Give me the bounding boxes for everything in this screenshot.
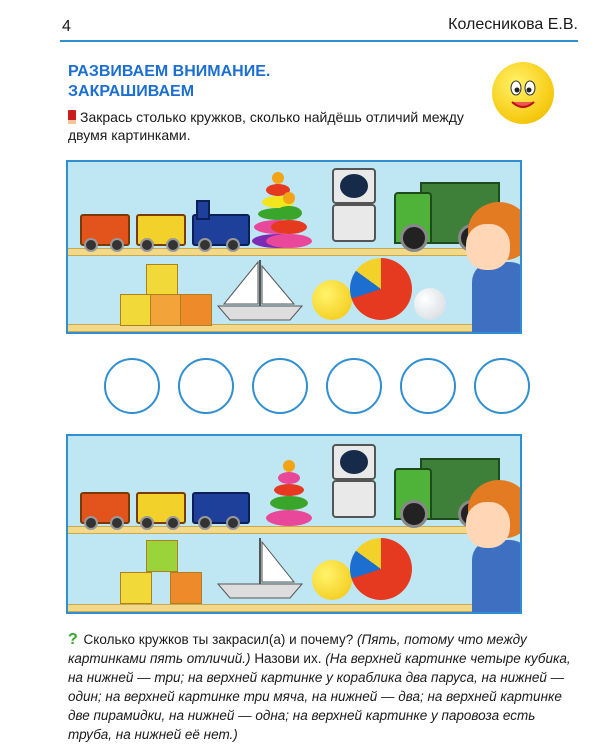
wheel <box>226 238 240 252</box>
wheel <box>226 516 240 530</box>
answer-circle[interactable] <box>104 358 160 414</box>
truck-wheel <box>400 224 428 252</box>
upper-shelf <box>68 526 520 534</box>
instruction-text: Закрась столько кружков, сколько найдёшь отличий между двумя картинками. <box>68 109 464 143</box>
lower-shelf <box>68 604 520 612</box>
answer-hint-1: (Пять, потому что между картинками пять отличий.) <box>68 632 527 666</box>
cube-yellow <box>120 572 152 604</box>
wheel <box>198 516 212 530</box>
wheel <box>198 238 212 252</box>
pyramid-toy <box>266 192 312 248</box>
cube-green <box>146 264 178 296</box>
boy-face <box>466 502 510 548</box>
robot-head <box>332 168 376 204</box>
header-divider <box>60 40 578 42</box>
ball-yellow <box>312 560 352 600</box>
locomotive-chimney <box>196 200 210 220</box>
answer-circle[interactable] <box>474 358 530 414</box>
title-line-2: ЗАКРАШИВАЕМ <box>68 83 195 100</box>
wheel <box>110 516 124 530</box>
followup-text: Назови их. <box>254 651 322 666</box>
robot-head <box>332 444 376 480</box>
ball-white <box>414 288 446 320</box>
instruction <box>68 108 488 144</box>
cube-green <box>146 540 178 572</box>
bottom-picture <box>66 434 522 614</box>
cube-yellow <box>120 294 152 326</box>
boy-face <box>466 224 510 270</box>
wheel <box>140 516 154 530</box>
wheel <box>166 516 180 530</box>
question-mark-icon: ? <box>68 631 78 648</box>
wheel <box>166 238 180 252</box>
cube-orange <box>170 572 202 604</box>
cube-orange <box>150 294 182 326</box>
boy-body <box>472 540 522 612</box>
sailboat-image <box>214 536 306 602</box>
pyramid-toy <box>266 460 312 526</box>
top-picture <box>66 160 522 334</box>
wheel <box>140 238 154 252</box>
boy-body <box>472 262 522 334</box>
page-number: 4 <box>62 18 71 35</box>
sun-mascot-image <box>492 62 554 124</box>
answer-circle[interactable] <box>326 358 382 414</box>
robot-body <box>332 480 376 518</box>
upper-shelf <box>68 248 520 256</box>
ball-yellow <box>312 280 352 320</box>
page-title <box>68 62 270 102</box>
answer-circle[interactable] <box>400 358 456 414</box>
ball-red <box>350 538 412 600</box>
question-text: Сколько кружков ты закрасил(а) и почему? <box>83 632 354 647</box>
answer-hint-2: (На верхней картинке четыре кубика, на нижней — три; на верхней картинке у кораблика два паруса, на нижней — один; на верхней картинке три мяча, на нижней — два; на верхней картинке две пирамидки, на нижней — одна; на верхней картинке у паровоза есть труба, на нижней её нет.) <box>68 651 571 742</box>
author-name: Колесникова Е.В. <box>448 16 578 33</box>
ball-red <box>350 258 412 320</box>
truck-wheel <box>400 500 428 528</box>
answer-circles <box>104 358 534 414</box>
wheel <box>84 516 98 530</box>
sailboat-image <box>214 258 306 324</box>
answer-circle[interactable] <box>178 358 234 414</box>
cube-orange <box>180 294 212 326</box>
title-line-1: РАЗВИВАЕМ ВНИМАНИЕ. <box>68 63 271 80</box>
pencil-icon <box>68 110 76 124</box>
robot-body <box>332 204 376 242</box>
wheel <box>84 238 98 252</box>
question-block <box>68 630 576 744</box>
answer-circle[interactable] <box>252 358 308 414</box>
wheel <box>110 238 124 252</box>
